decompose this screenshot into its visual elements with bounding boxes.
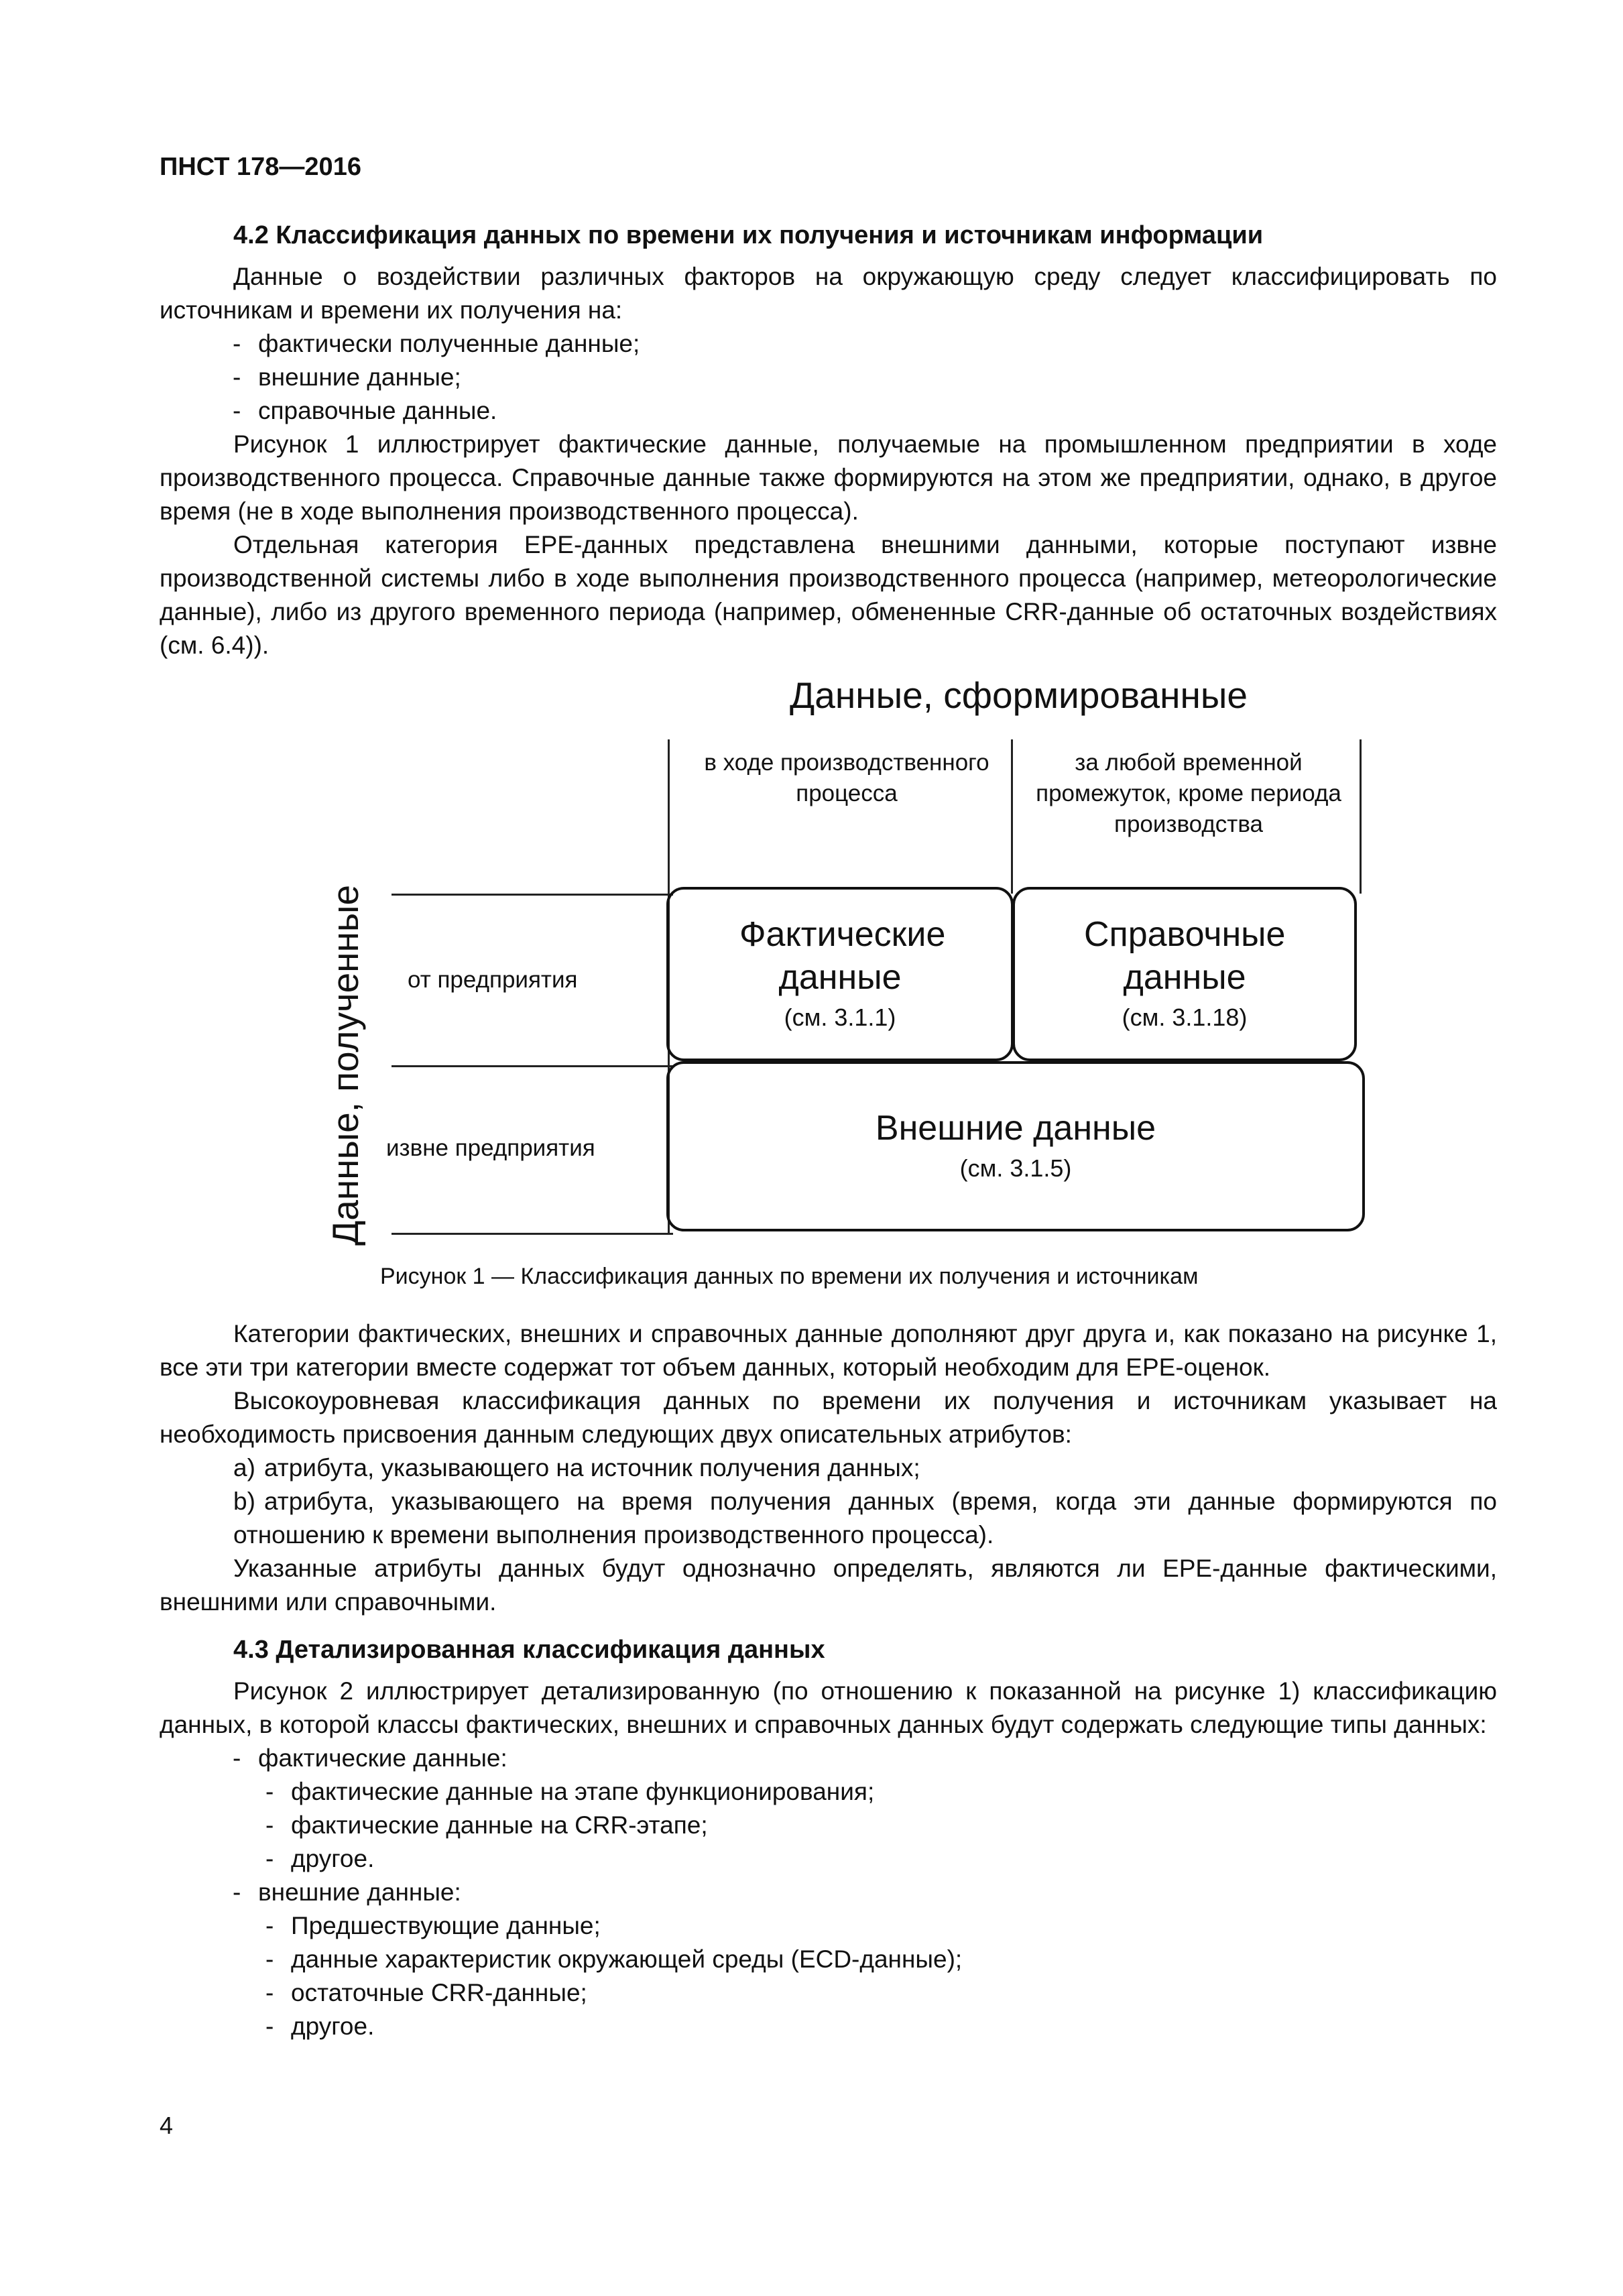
figure-1 xyxy=(160,674,1497,1277)
row-header-from-enterprise: от предприятия xyxy=(408,967,578,993)
figure-top-title: Данные, сформированные xyxy=(790,674,1248,716)
box-actual-data xyxy=(666,887,1014,1061)
figure-discussion xyxy=(160,1317,1497,1619)
list-item: - другое. xyxy=(265,2012,375,2040)
box-external-data xyxy=(666,1061,1365,1231)
grid-line xyxy=(1360,739,1362,894)
list-group: - внешние данные: xyxy=(233,1878,461,1906)
list-item: - фактические данные на CRR-этапе; xyxy=(265,1811,708,1839)
list-item: - Предшествующие данные; xyxy=(265,1912,601,1939)
section-4-2-heading: 4.2 Классификация данных по времени их получения и источникам информации xyxy=(233,221,1264,249)
list-item: - внешние данные; xyxy=(233,363,461,391)
paragraph: Рисунок 1 иллюстрирует фактические данные, получаемые на промышленном предприятии в ходе производственного процесса. Справочные данные также формируются на этом же предприятии, однако, в другое время (не в ходе выполнения производственного процесса). xyxy=(160,430,1497,525)
section-4-3 xyxy=(160,1628,1497,2043)
page-number: 4 xyxy=(160,2112,174,2139)
column-header-during-production: в ходе производственного процесса xyxy=(704,749,989,806)
section-4-2-intro: Данные о воздействии различных факторов на окружающую среду следует классифицировать по источникам и времени их получения на: xyxy=(160,263,1497,324)
source-list xyxy=(160,327,1497,428)
section-4-3-intro: Рисунок 2 иллюстрирует детализированную (по отношению к показанной на рисунке 1) классификацию данных, в которой классы фактических, внешних и справочных данных будут содержать следующие типы данных: xyxy=(160,1677,1497,1738)
section-4-3-heading: 4.3 Детализированная классификация данных xyxy=(233,1636,825,1664)
list-item-a: a) атрибута, указывающего на источник получения данных; xyxy=(233,1454,920,1482)
box-reference: (см. 3.1.1) xyxy=(784,1004,896,1031)
list-group: - фактические данные: xyxy=(233,1744,507,1772)
figure-caption: Рисунок 1 — Классификация данных по времени их получения и источникам xyxy=(380,1264,1199,1289)
standard-code: ПНСТ 178—2016 xyxy=(160,153,361,181)
grid-line xyxy=(1011,739,1013,894)
list-item: - остаточные CRR-данные; xyxy=(265,1979,587,2006)
list-item: - фактически полученные данные; xyxy=(233,330,640,357)
grid-line xyxy=(392,1233,673,1235)
paragraph: Категории фактических, внешних и справочных данные дополняют друг друга и, как показано на рисунке 1, все эти три категории вместе содержат тот объем данных, который необходим для EPE-оценок. xyxy=(160,1320,1497,1381)
list-item: - справочные данные. xyxy=(233,397,497,424)
list-item: - данные характеристик окружающей среды (ECD-данные); xyxy=(265,1945,963,1973)
section-4-2 xyxy=(160,213,1497,662)
paragraph: Отдельная категория EPE-данных представлена внешними данными, которые поступают извне производственной системы либо в ходе выполнения производственного процесса (например, метеорологические данные), либо из другого временного периода (например, обмененные CRR-данные об остаточных воздействиях (см. 6.4)). xyxy=(160,531,1497,659)
paragraph: Указанные атрибуты данных будут однозначно определять, являются ли EPE-данные фактическими, внешними или справочными. xyxy=(160,1555,1497,1616)
box-reference: (см. 3.1.18) xyxy=(1122,1004,1248,1031)
paragraph: Высокоуровневая классификация данных по времени их получения и источникам указывает на необходимость присвоения данным следующих двух описательных атрибутов: xyxy=(160,1387,1497,1448)
box-title: Справочные данные xyxy=(1084,915,1286,997)
figure-side-title: Данные, полученные xyxy=(324,884,366,1246)
list-item: - другое. xyxy=(265,1845,375,1872)
box-reference-data xyxy=(1012,887,1357,1061)
grid-line xyxy=(392,894,673,896)
grid-line xyxy=(392,1065,673,1067)
box-title: Внешние данные xyxy=(875,1109,1156,1148)
box-reference: (см. 3.1.5) xyxy=(959,1154,1072,1182)
box-title: Фактические данные xyxy=(739,915,946,997)
column-header-outside-production: за любой временной промежуток, кроме периода производства xyxy=(1036,749,1341,837)
list-item: - фактические данные на этапе функционирования; xyxy=(265,1778,875,1805)
data-types-list xyxy=(160,1742,1497,2043)
row-header-outside-enterprise: извне предприятия xyxy=(386,1135,595,1161)
list-item-b: b) атрибута, указывающего на время получения данных (время, когда эти данные формируются по отношению к времени выполнения производственного процесса). xyxy=(233,1488,1497,1549)
